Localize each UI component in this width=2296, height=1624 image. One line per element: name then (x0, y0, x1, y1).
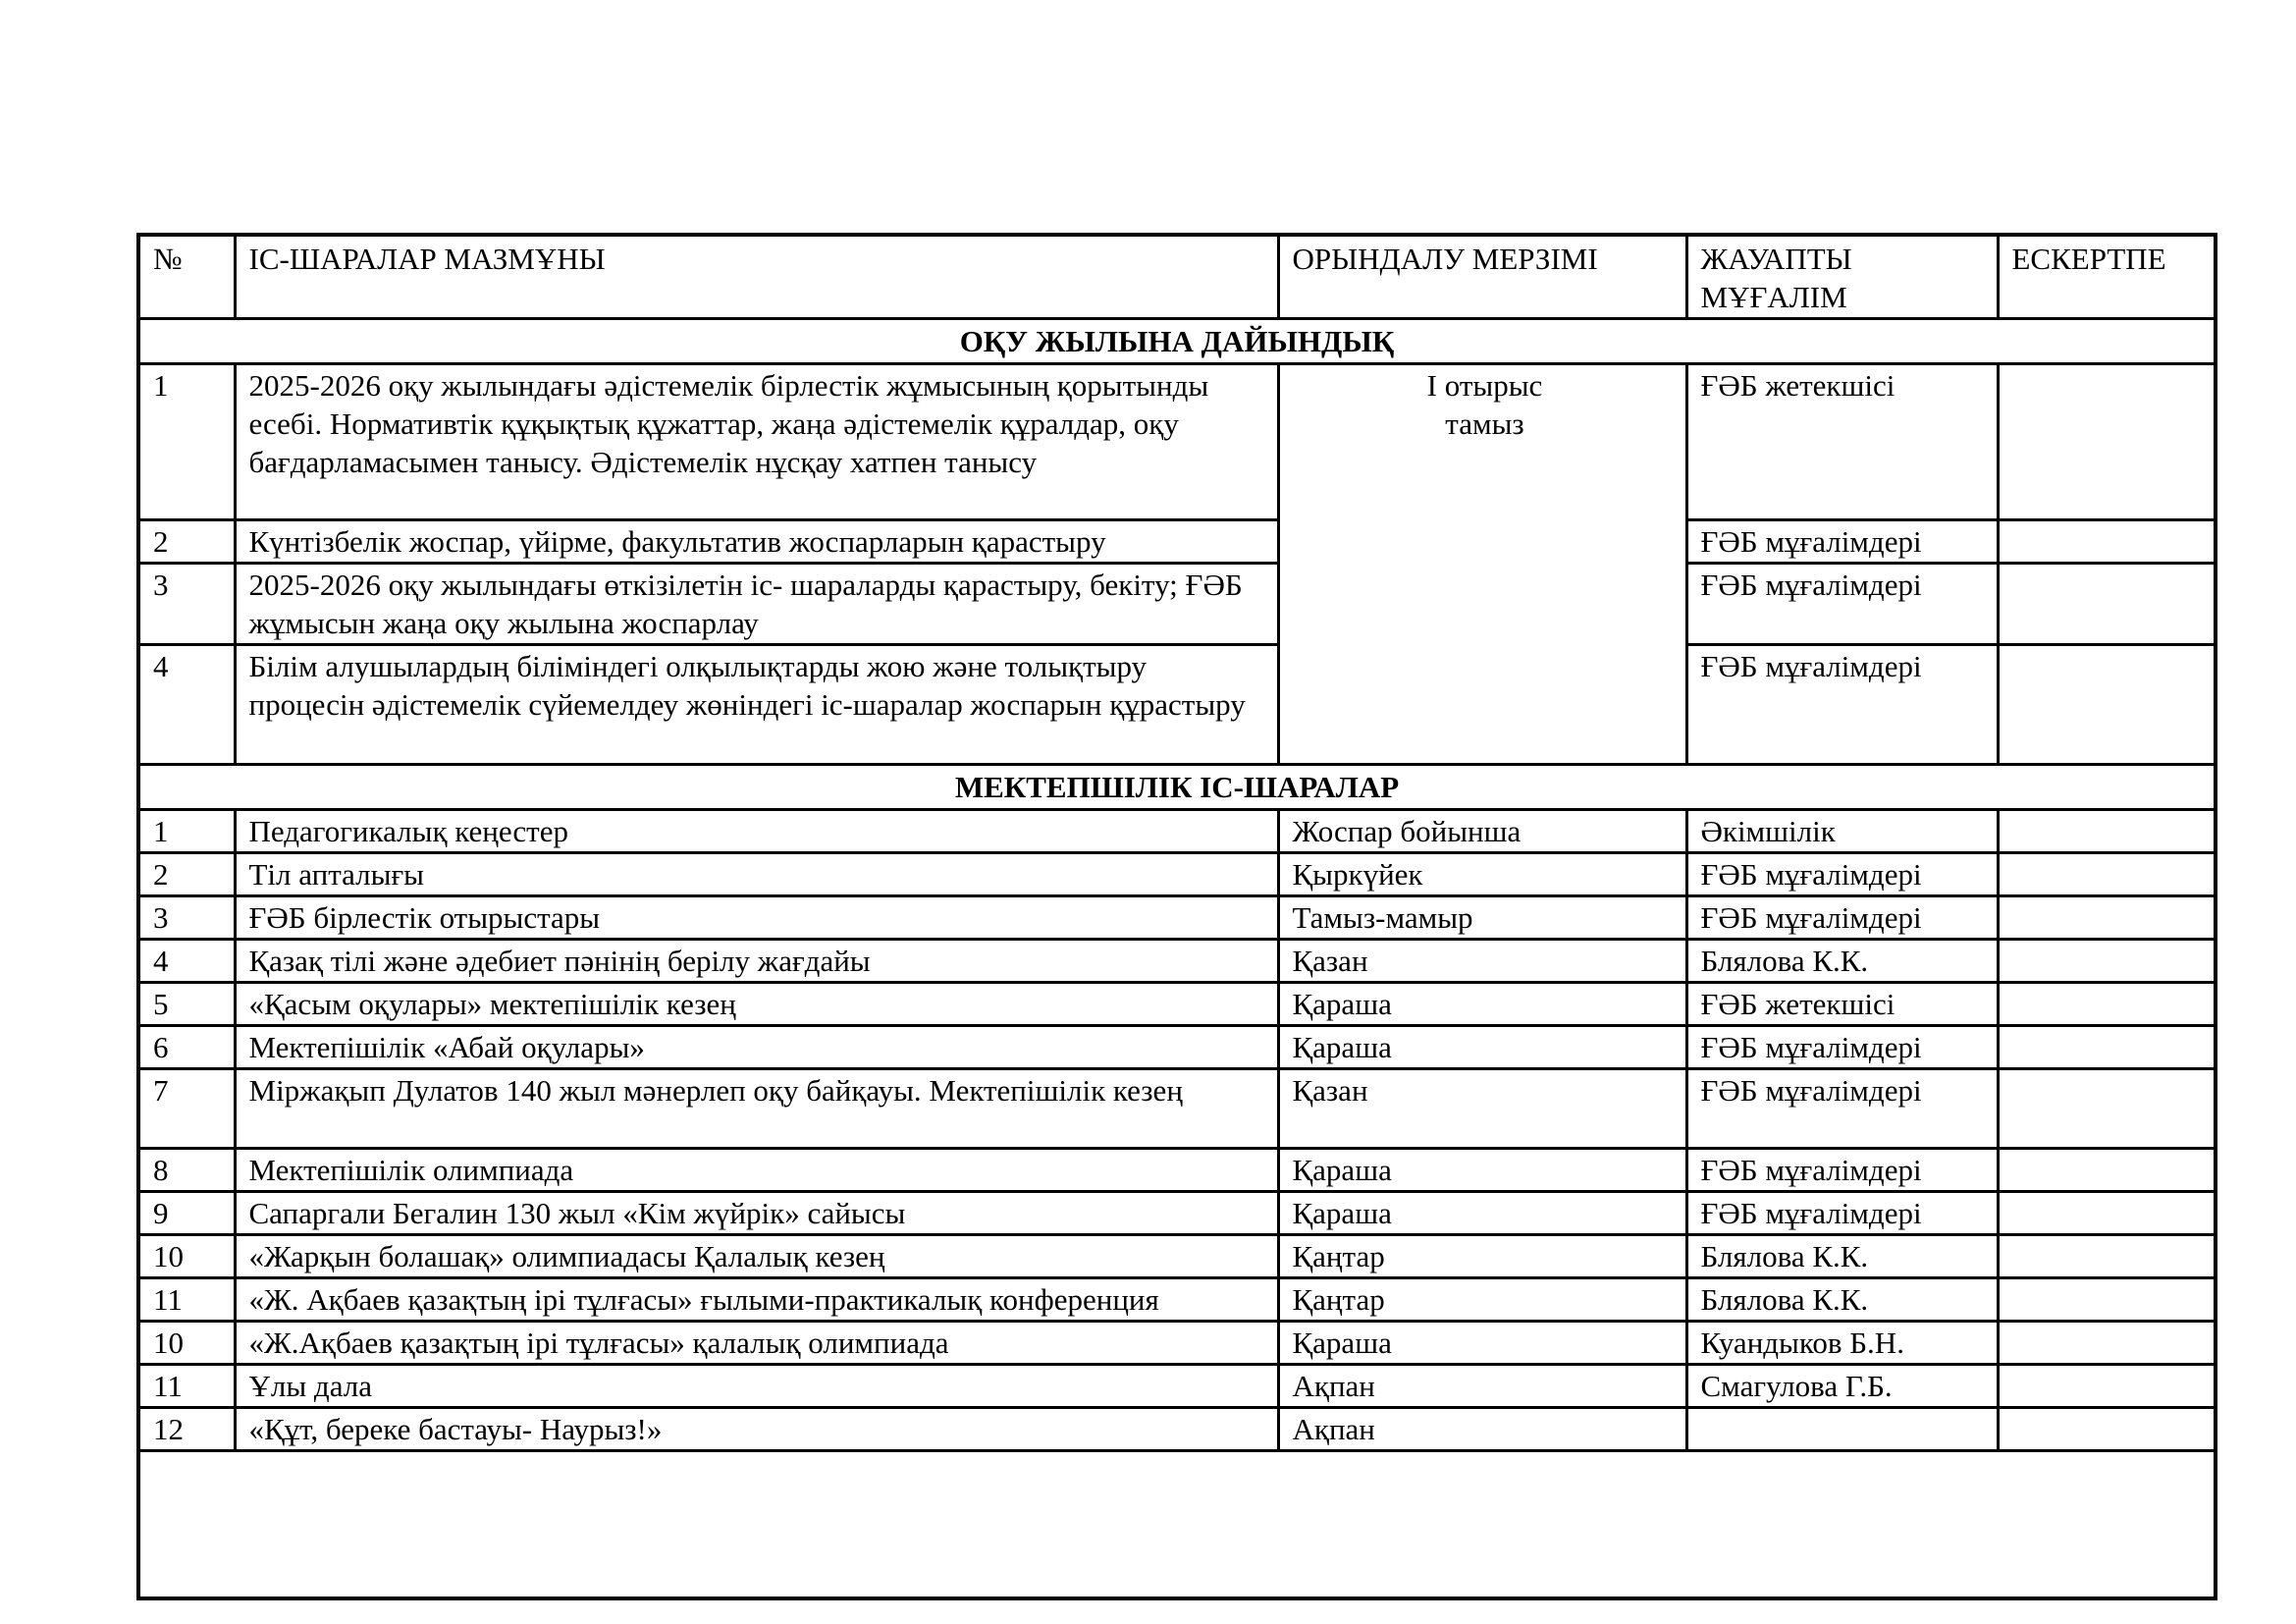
row-responsible: ҒӘБ мұғалімдері (1686, 1069, 1998, 1149)
row-content: Қазақ тілі және әдебиет пәнінің берілу жағдайы (235, 940, 1278, 983)
row-responsible: ҒӘБ мұғалімдері (1686, 896, 1998, 940)
row-content: «Ж.Ақбаев қазақтың ірі тұлғасы» қалалық олимпиада (235, 1322, 1278, 1365)
row-number: 4 (138, 645, 235, 765)
table-row (138, 896, 2216, 940)
row-number: 1 (138, 364, 235, 520)
row-note (1998, 645, 2216, 765)
row-content: «Ж. Ақбаев қазақтың ірі тұлғасы» ғылыми-практикалық конференция (235, 1278, 1278, 1322)
row-responsible: ҒӘБ жетекшісі (1686, 983, 1998, 1026)
row-note (1998, 564, 2216, 645)
header-row (138, 235, 2216, 319)
table-row (138, 364, 2216, 520)
col-header-note: ЕСКЕРТПЕ (1998, 235, 2216, 319)
row-term: Қазан (1278, 1069, 1686, 1149)
row-content: Білім алушылардың біліміндегі олқылықтарды жою және толықтыру процесін әдістемелік сүйемелдеу жөніндегі іс-шаралар жоспарын құрастыру (235, 645, 1278, 765)
row-number: 2 (138, 520, 235, 564)
row-content: Мектепішілік олимпиада (235, 1149, 1278, 1192)
row-term: Қараша (1278, 1026, 1686, 1069)
row-number: 5 (138, 983, 235, 1026)
row-term: Қаңтар (1278, 1235, 1686, 1278)
row-note (1998, 1278, 2216, 1322)
table-row (138, 1026, 2216, 1069)
row-note (1998, 1026, 2216, 1069)
row-content: Ұлы дала (235, 1365, 1278, 1408)
table-row (138, 1322, 2216, 1365)
row-content: 2025-2026 оқу жылындағы әдістемелік бірлестік жұмысының қорытынды есебі. Нормативтік құқықтық құжаттар, жаңа әдістемелік құралдар, оқу бағдарламасымен танысу. Әдістемелік нұсқау хатпен танысу (235, 364, 1278, 520)
row-responsible: ҒӘБ мұғалімдері (1686, 853, 1998, 896)
row-term: Қаңтар (1278, 1278, 1686, 1322)
row-term: Ақпан (1278, 1408, 1686, 1451)
row-number: 4 (138, 940, 235, 983)
row-responsible: Блялова К.К. (1686, 1278, 1998, 1322)
row-note (1998, 1235, 2216, 1278)
row-term: Қыркүйек (1278, 853, 1686, 896)
row-note (1998, 940, 2216, 983)
row-number: 2 (138, 853, 235, 896)
col-header-responsible: ЖАУАПТЫ МҰҒАЛІМ (1686, 235, 1998, 319)
row-responsible: Куандыков Б.Н. (1686, 1322, 1998, 1365)
row-number: 3 (138, 896, 235, 940)
row-content: Сапаргали Бегалин 130 жыл «Кім жүйрік» сайысы (235, 1192, 1278, 1235)
row-responsible: ҒӘБ мұғалімдері (1686, 645, 1998, 765)
row-responsible (1686, 1408, 1998, 1451)
table-row (138, 520, 2216, 564)
row-content: «Жарқын болашақ» олимпиадасы Қалалық кезең (235, 1235, 1278, 1278)
row-number: 11 (138, 1278, 235, 1322)
row-responsible: ҒӘБ мұғалімдері (1686, 1192, 1998, 1235)
row-responsible: Блялова К.К. (1686, 940, 1998, 983)
col-header-term: ОРЫНДАЛУ МЕРЗІМІ (1278, 235, 1686, 319)
row-number: 8 (138, 1149, 235, 1192)
row-content: Күнтізбелік жоспар, үйірме, факультатив жоспарларын қарастыру (235, 520, 1278, 564)
row-responsible: ҒӘБ мұғалімдері (1686, 1149, 1998, 1192)
section-title-row (138, 319, 2216, 364)
term-line-1: І отырыс (1426, 368, 1543, 403)
row-note (1998, 853, 2216, 896)
row-content: Мектепішілік «Абай оқулары» (235, 1026, 1278, 1069)
row-content: Міржақып Дулатов 140 жыл мәнерлеп оқу байқауы. Мектепішілік кезең (235, 1069, 1278, 1149)
table-row (138, 1408, 2216, 1451)
row-number: 12 (138, 1408, 235, 1451)
table-row (138, 1365, 2216, 1408)
row-content: «Қасым оқулары» мектепішілік кезең (235, 983, 1278, 1026)
row-term: Ақпан (1278, 1365, 1686, 1408)
row-note (1998, 1069, 2216, 1149)
row-number: 10 (138, 1322, 235, 1365)
row-content: ҒӘБ бірлестік отырыстары (235, 896, 1278, 940)
row-term: Тамыз-мамыр (1278, 896, 1686, 940)
plan-table (136, 233, 2217, 1600)
row-number: 10 (138, 1235, 235, 1278)
table-row (138, 645, 2216, 765)
row-number: 6 (138, 1026, 235, 1069)
row-note (1998, 1408, 2216, 1451)
row-responsible: ҒӘБ мұғалімдері (1686, 564, 1998, 645)
row-note (1998, 810, 2216, 853)
row-number: 11 (138, 1365, 235, 1408)
row-content: 2025-2026 оқу жылындағы өткізілетін іс- шараларды қарастыру, бекіту; ҒӘБ жұмысын жаңа оқу жылына жоспарлау (235, 564, 1278, 645)
row-number: 9 (138, 1192, 235, 1235)
row-note (1998, 1322, 2216, 1365)
row-note (1998, 1365, 2216, 1408)
row-responsible: ҒӘБ мұғалімдері (1686, 1026, 1998, 1069)
row-content: Педагогикалық кеңестер (235, 810, 1278, 853)
table-row (138, 1235, 2216, 1278)
term-merged-cell (1278, 364, 1686, 765)
row-number: 1 (138, 810, 235, 853)
table-row (138, 1192, 2216, 1235)
row-number: 3 (138, 564, 235, 645)
row-term: Қараша (1278, 1192, 1686, 1235)
row-content: «Құт, береке бастауы- Наурыз!» (235, 1408, 1278, 1451)
row-responsible: Әкімшілік (1686, 810, 1998, 853)
term-line-2: тамыз (1445, 406, 1524, 441)
row-term: Қараша (1278, 1149, 1686, 1192)
row-responsible: Смагулова Г.Б. (1686, 1365, 1998, 1408)
section-2-title: МЕКТЕПШІЛІК ІС-ШАРАЛАР (138, 765, 2216, 810)
col-header-content: ІС-ШАРАЛАР МАЗМҰНЫ (235, 235, 1278, 319)
section-title-row (138, 765, 2216, 810)
row-note (1998, 1149, 2216, 1192)
row-note (1998, 364, 2216, 520)
row-responsible: Блялова К.К. (1686, 1235, 1998, 1278)
row-number: 7 (138, 1069, 235, 1149)
row-term: Жоспар бойынша (1278, 810, 1686, 853)
row-note (1998, 896, 2216, 940)
table-row (138, 853, 2216, 896)
row-term: Қараша (1278, 1322, 1686, 1365)
section-1-title: ОҚУ ЖЫЛЫНА ДАЙЫНДЫҚ (138, 319, 2216, 364)
table-row (138, 983, 2216, 1026)
table-row (138, 940, 2216, 983)
row-responsible: ҒӘБ мұғалімдері (1686, 520, 1998, 564)
row-content: Тіл апталығы (235, 853, 1278, 896)
col-header-num: № (138, 235, 235, 319)
row-note (1998, 520, 2216, 564)
table-row (138, 1278, 2216, 1322)
row-term: Қараша (1278, 983, 1686, 1026)
empty-footer-cell (138, 1451, 2216, 1598)
row-note (1998, 1192, 2216, 1235)
row-note (1998, 983, 2216, 1026)
table-row (138, 810, 2216, 853)
row-term: Қазан (1278, 940, 1686, 983)
table-row (138, 1149, 2216, 1192)
row-responsible: ҒӘБ жетекшісі (1686, 364, 1998, 520)
table-row (138, 564, 2216, 645)
table-row (138, 1069, 2216, 1149)
empty-footer-row (138, 1451, 2216, 1598)
